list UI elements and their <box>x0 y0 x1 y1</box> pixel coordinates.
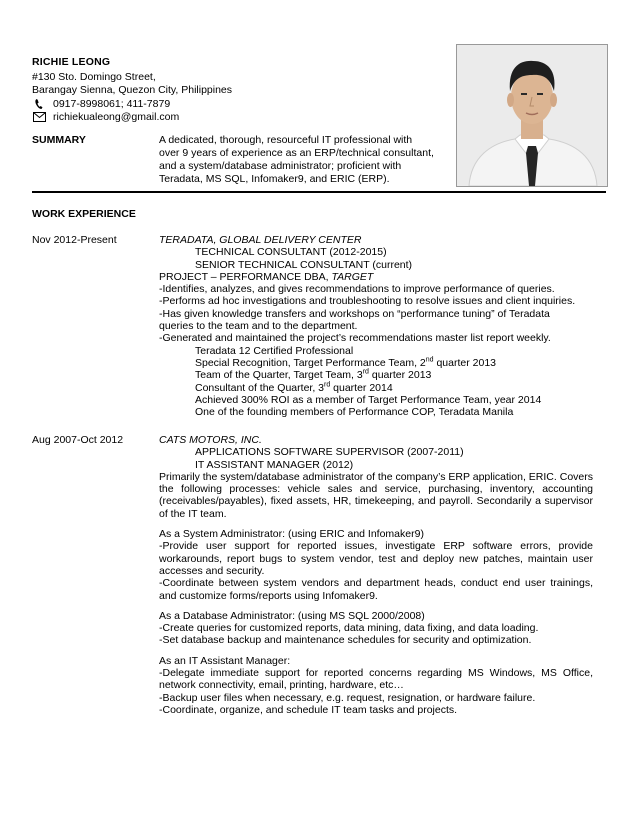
job-2-role: IT ASSISTANT MANAGER (2012) <box>195 458 354 471</box>
job-2-intro: Primarily the system/database administrator of the company’s ERP application, ERIC. Covers the following processes: vehicle sales and service, purchasing, inventory, accounting (receivables/payables), fixed assets, HR, timekeeping, and payroll. Secondarily a supervisor of the IT team. <box>159 470 593 520</box>
manager-duty: -Backup user files when necessary, e.g. request, resignation, or hardware failure. <box>159 691 536 704</box>
summary-heading: SUMMARY <box>32 134 86 146</box>
job-1-achievement <box>159 369 593 381</box>
summary-line: over 9 years of experience as an ERP/technical consultant, <box>159 147 434 159</box>
job-1-role: SENIOR TECHNICAL CONSULTANT (current) <box>195 258 413 271</box>
profile-photo <box>456 44 608 187</box>
ordinal-suffix: rd <box>324 381 331 389</box>
job-1-achievement <box>159 382 593 394</box>
ordinal-suffix: rd <box>362 368 369 376</box>
job-2-entry <box>159 434 593 716</box>
email-row <box>32 110 179 123</box>
job-1-company: TERADATA, GLOBAL DELIVERY CENTER <box>159 234 362 246</box>
achievement-text: quarter 2013 <box>368 369 432 382</box>
email-address[interactable]: richiekualeong@gmail.com <box>53 110 180 123</box>
job-1-achievement: One of the founding members of Performance COP, Teradata Manila <box>195 406 514 419</box>
sysadmin-duty: -Provide user support for reported issues, investigate ERP software errors, provide workarounds, report bugs to system vendor, test and deploy new patches, maintain user accesses and security. <box>159 540 593 577</box>
dba-heading: As a Database Administrator: (using MS SQL 2000/2008) <box>159 609 425 622</box>
job-1-achievement: Teradata 12 Certified Professional <box>195 344 354 357</box>
job-1-duty: -Performs ad hoc investigations and troubleshooting to resolve issues and client inquiries. <box>159 295 576 308</box>
achievement-text: quarter 2014 <box>330 381 393 394</box>
ordinal-suffix: nd <box>425 356 434 364</box>
summary-text <box>159 134 449 186</box>
sysadmin-duty: -Coordinate between system vendors and department heads, conduct end user trainings, and customize forms/reports using Infomaker9. <box>159 577 593 602</box>
work-experience-heading: WORK EXPERIENCE <box>32 208 136 220</box>
job-2-company: CATS MOTORS, INC. <box>159 434 262 446</box>
job-1-entry <box>159 234 593 418</box>
job-2-role: APPLICATIONS SOFTWARE SUPERVISOR (2007-2011) <box>195 446 464 459</box>
dba-duty: -Create queries for customized reports, data mining, data fixing, and data loading. <box>159 622 539 635</box>
dba-duty: -Set database backup and maintenance schedules for security and optimization. <box>159 634 532 647</box>
achievement-text: Special Recognition, Target Performance Team, 2 <box>195 356 426 369</box>
manager-duty: -Delegate immediate support for reported concerns regarding MS Windows, MS Office, network connectivity, email, printing, hardware, etc… <box>159 667 593 692</box>
project-client: TARGET <box>331 270 374 283</box>
phone-number: 0917-8998061; 411-7879 <box>53 97 171 110</box>
summary-line: Teradata, MS SQL, Infomaker9, and ERIC (ERP). <box>159 173 390 185</box>
job-1-duty: -Identifies, analyzes, and gives recommendations to improve performance of queries. <box>159 283 555 296</box>
candidate-name: RICHIE LEONG <box>32 56 111 68</box>
envelope-icon <box>32 111 46 123</box>
job-1-project <box>159 271 593 283</box>
address-line-2: Barangay Sienna, Quezon City, Philippines <box>32 84 233 96</box>
address-line-1: #130 Sto. Domingo Street, <box>32 71 156 83</box>
job-1-achievement <box>159 357 593 369</box>
achievement-text: Team of the Quarter, Target Team, 3 <box>195 369 363 382</box>
achievement-text: quarter 2013 <box>433 356 497 369</box>
summary-line: A dedicated, thorough, resourceful IT professional with <box>159 134 413 146</box>
summary-line: and a system/database administrator; proficient with <box>159 160 402 172</box>
section-divider <box>32 191 606 193</box>
job-1-date: Nov 2012-Present <box>32 234 117 246</box>
job-1-duty: queries to the team and to the department. <box>159 320 358 333</box>
phone-row <box>32 97 170 110</box>
sysadmin-heading: As a System Administrator: (using ERIC and Infomaker9) <box>159 528 424 541</box>
job-1-duty: -Has given knowledge transfers and workshops on “performance tuning” of Teradata <box>159 307 550 320</box>
project-name: PROJECT – PERFORMANCE DBA, <box>159 270 332 283</box>
achievement-text: Consultant of the Quarter, 3 <box>195 381 324 394</box>
job-1-duty: -Generated and maintained the project’s recommendations master list report weekly. <box>159 332 551 345</box>
manager-duty: -Coordinate, organize, and schedule IT team tasks and projects. <box>159 703 458 716</box>
phone-icon <box>32 98 46 110</box>
job-1-role: TECHNICAL CONSULTANT (2012-2015) <box>195 246 387 259</box>
manager-heading: As an IT Assistant Manager: <box>159 654 291 667</box>
job-2-date: Aug 2007-Oct 2012 <box>32 434 124 446</box>
job-1-achievement: Achieved 300% ROI as a member of Target Performance Team, year 2014 <box>195 393 542 406</box>
